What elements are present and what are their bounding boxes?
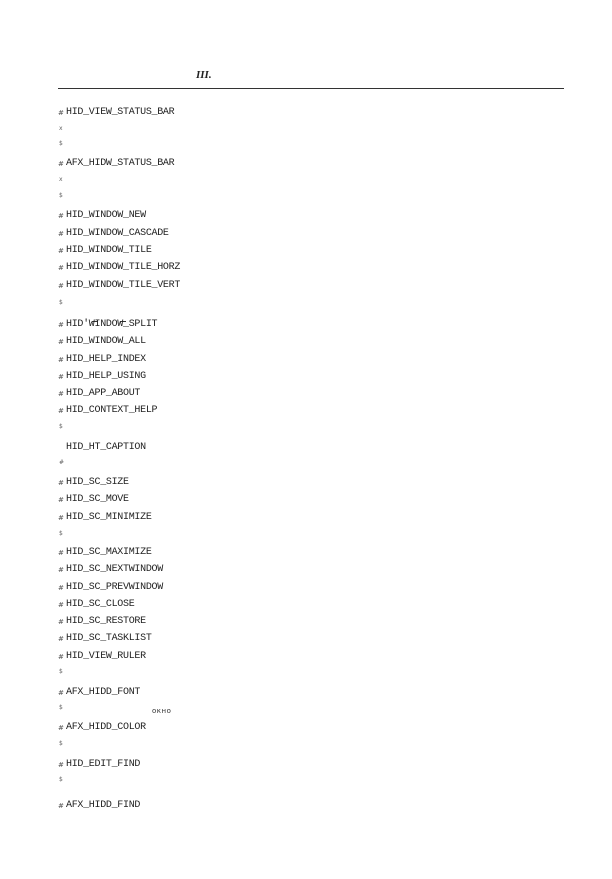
entry-line	[58, 318, 378, 332]
hash-marker: #	[58, 373, 64, 381]
entry-line	[58, 106, 378, 120]
hash-marker: #	[59, 459, 65, 466]
hash-marker: #	[58, 761, 64, 769]
dollar-marker: $	[59, 668, 63, 675]
entry-line	[58, 370, 378, 384]
entry-text: HID_WINDOW_NEW	[66, 210, 146, 221]
entry-line	[58, 563, 378, 577]
header-rule	[58, 88, 564, 89]
hash-marker: #	[58, 653, 64, 661]
dollar-marker: $	[59, 140, 63, 147]
entry-line	[58, 758, 378, 772]
hash-marker: #	[58, 802, 64, 810]
hash-marker: #	[58, 724, 64, 732]
entry-text: HID_SC_SIZE	[66, 477, 129, 488]
entry-text: HID_WINDOW_TILE_HORZ	[66, 262, 181, 273]
x-marker: x	[59, 125, 63, 132]
entry-line	[58, 686, 378, 700]
entry-text: HID_APP_ABOUT	[66, 388, 141, 399]
entry-text: HID_HELP_USING	[66, 371, 146, 382]
entry-text: HID_WINDOW_TILE	[66, 245, 152, 256]
hash-marker: #	[58, 390, 64, 398]
entry-line	[58, 632, 378, 646]
entry-line	[58, 511, 378, 525]
entry-line	[58, 279, 378, 293]
hash-marker: #	[58, 689, 64, 697]
entry-line	[58, 261, 378, 275]
entry-line	[58, 476, 378, 490]
entry-line	[58, 493, 378, 507]
entry-text: HID_HT_CAPTION	[66, 442, 146, 453]
entry-text: HID_WINDOW_ALL	[66, 336, 146, 347]
entry-text: HID_EDIT_FIND	[66, 759, 141, 770]
dollar-marker: $	[59, 740, 63, 747]
entry-text: HID_SC_RESTORE	[66, 616, 146, 627]
hash-marker: #	[58, 338, 64, 346]
okno-label: окно	[152, 707, 172, 715]
hash-marker: #	[58, 230, 64, 238]
page-header-label: III.	[196, 69, 212, 81]
entry-text: HID'WINDOW_SPLIT	[66, 319, 158, 330]
entry-line	[58, 650, 378, 664]
entry-text: HID_WINDOW_TILE_VERT	[66, 280, 181, 291]
entry-line	[58, 721, 378, 735]
hash-marker: #	[58, 618, 64, 626]
entry-line	[58, 209, 378, 223]
entry-text: AFX_HIDD_FONT	[66, 687, 141, 698]
dollar-marker: $	[59, 704, 63, 711]
entry-line	[58, 335, 378, 349]
dollar-marker: $	[59, 530, 63, 537]
entry-text: HID_SC_MOVE	[66, 494, 129, 505]
dollar-marker: $	[59, 192, 63, 199]
dollar-marker: $	[59, 423, 63, 430]
entry-text: HID_WINDOW_CASCADE	[66, 228, 169, 239]
hash-marker: #	[58, 212, 64, 220]
entry-line	[58, 546, 378, 560]
hash-marker: #	[58, 496, 64, 504]
hash-marker: #	[58, 566, 64, 574]
entry-text: HID_SC_CLOSE	[66, 599, 135, 610]
hash-marker: #	[58, 247, 64, 255]
entry-text: AFX_HIDD_FIND	[66, 800, 141, 811]
hash-marker: #	[58, 601, 64, 609]
entry-line	[58, 598, 378, 612]
entry-line	[58, 581, 378, 595]
hash-marker: #	[58, 282, 64, 290]
hash-marker: #	[58, 635, 64, 643]
x-marker: x	[59, 176, 63, 183]
hash-marker: #	[58, 160, 64, 168]
dollar-marker: $	[59, 776, 63, 783]
entry-text: HID_VIEW_RULER	[66, 651, 146, 662]
dollar-marker: $	[59, 299, 63, 306]
entry-text: AFX_HIDW_STATUS_BAR	[66, 158, 175, 169]
entry-text: HID_VIEW_STATUS_BAR	[66, 107, 175, 118]
entry-line	[58, 353, 378, 367]
hash-marker: #	[58, 109, 64, 117]
entry-text: HID_SC_MINIMIZE	[66, 512, 152, 523]
hash-marker: #	[58, 549, 64, 557]
hash-marker: #	[58, 514, 64, 522]
entry-text: AFX_HIDD_COLOR	[66, 722, 146, 733]
entry-line	[58, 615, 378, 629]
entry-text: HID_CONTEXT_HELP	[66, 405, 158, 416]
hash-marker: #	[58, 479, 64, 487]
entry-line	[58, 227, 378, 241]
entry-line	[58, 404, 378, 418]
entry-text: HID_SC_TASKLIST	[66, 633, 152, 644]
entry-text: HID_SC_MAXIMIZE	[66, 547, 152, 558]
hash-marker: #	[58, 356, 64, 364]
entry-line	[58, 799, 378, 813]
entry-line	[58, 244, 378, 258]
entry-line	[58, 387, 378, 401]
hash-marker: #	[58, 584, 64, 592]
entry-text: HID_HELP_INDEX	[66, 354, 146, 365]
hash-marker: #	[58, 321, 64, 329]
hash-marker: #	[58, 407, 64, 415]
entry-text: HID_SC_PREVWINDOW	[66, 582, 163, 593]
hash-marker: #	[58, 264, 64, 272]
entry-text: HID_SC_NEXTWINDOW	[66, 564, 163, 575]
entry-line	[58, 157, 378, 171]
entry-line	[58, 441, 378, 455]
